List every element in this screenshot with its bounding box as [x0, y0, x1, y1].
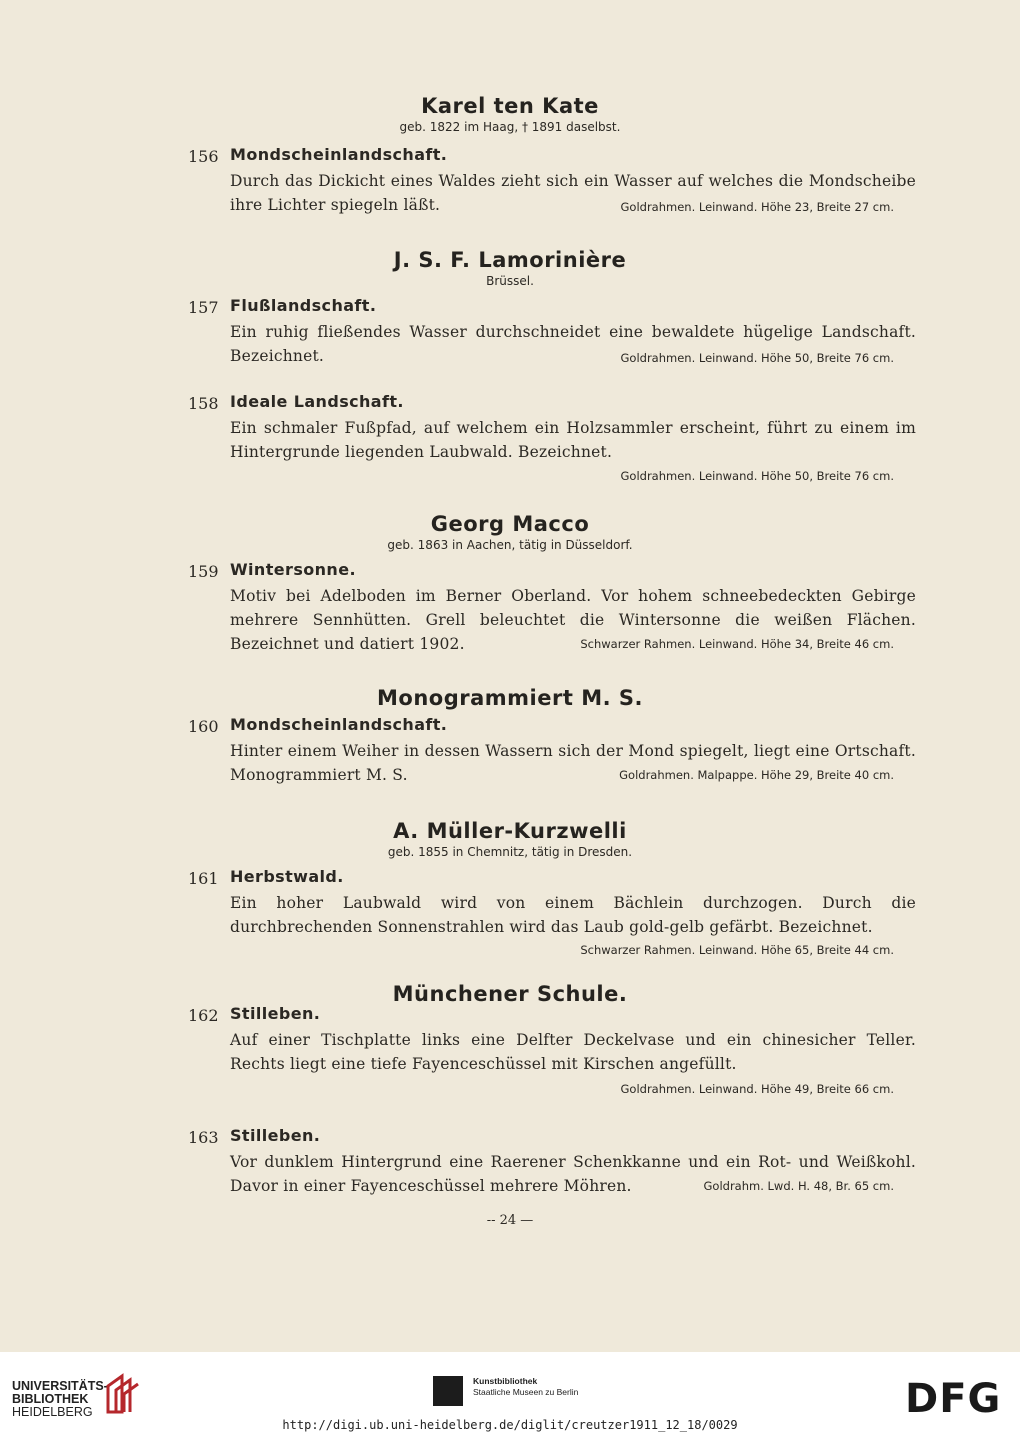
- entry-details: Goldrahmen. Leinwand. Höhe 49, Breite 66 cm.: [620, 1082, 894, 1096]
- entry-number: 160: [188, 717, 219, 736]
- artist-name: A. Müller-Kurzwelli: [393, 819, 627, 843]
- entry-title: Ideale Landschaft.: [230, 392, 404, 411]
- entry-details: Goldrahm. Lwd. H. 48, Br. 65 cm.: [703, 1179, 894, 1193]
- entry-description: Auf einer Tischplatte links eine Delfter Deckelvase und ein chinesicher Teller. Rechts liegt eine tiefe Fayenceschüssel mit Kirschen angefüllt.: [230, 1031, 916, 1073]
- artist-heading: [0, 686, 1020, 710]
- dfg-logo[interactable]: DFG: [905, 1376, 1002, 1422]
- entry-description: Hinter einem Weiher in dessen Wassern sich der Mond spiegelt, liegt eine Ortschaft. Monogrammiert M. S.: [230, 742, 916, 784]
- artist-heading: [0, 248, 1020, 288]
- artist-bio: geb. 1855 in Chemnitz, tätig in Dresden.: [387, 845, 633, 859]
- artist-bio: Brüssel.: [486, 274, 534, 288]
- entry-number: 156: [188, 147, 219, 166]
- kb-line2: Staatliche Museen zu Berlin: [473, 1387, 579, 1397]
- entry-details: Goldrahmen. Malpappe. Höhe 29, Breite 40 cm.: [619, 768, 894, 782]
- kb-line1: Kunstbibliothek: [473, 1376, 538, 1386]
- entry-description: Ein hoher Laubwald wird von einem Bächlein durchzogen. Durch die durchbrechenden Sonnenstrahlen wird das Laub gold-gelb gefärbt. Bezeichnet.: [230, 894, 916, 936]
- entry-details: Schwarzer Rahmen. Leinwand. Höhe 65, Breite 44 cm.: [580, 943, 894, 957]
- entry-details: Schwarzer Rahmen. Leinwand. Höhe 34, Breite 46 cm.: [580, 637, 894, 651]
- entry-details: Goldrahmen. Leinwand. Höhe 50, Breite 76 cm.: [620, 469, 894, 483]
- entry-number: 163: [188, 1128, 219, 1147]
- entry-number: 158: [188, 394, 219, 413]
- entry-details: Goldrahmen. Leinwand. Höhe 50, Breite 76 cm.: [620, 351, 894, 365]
- entry-title: Stilleben.: [230, 1004, 321, 1023]
- entry-number: 161: [188, 869, 219, 888]
- entry-description: Ein ruhig fließendes Wasser durchschneidet eine bewaldete hügelige Landschaft. Bezeichnet.: [230, 323, 916, 365]
- uni-logo-line3: HEIDELBERG: [12, 1405, 93, 1419]
- artist-heading: [0, 512, 1020, 552]
- university-library-logo[interactable]: [12, 1380, 108, 1419]
- artist-name: J. S. F. Lamorinière: [393, 248, 627, 272]
- artist-bio: geb. 1863 in Aachen, tätig in Düsseldorf.: [387, 538, 633, 552]
- entry-title: Wintersonne.: [230, 560, 356, 579]
- artist-heading: [0, 819, 1020, 859]
- entry-title: Mondscheinlandschaft.: [230, 145, 448, 164]
- artist-name: Münchener Schule.: [392, 982, 628, 1006]
- digitization-footer: [0, 1352, 1020, 1436]
- artist-name: Karel ten Kate: [421, 94, 599, 118]
- artist-heading: [0, 94, 1020, 134]
- entry-title: Flußlandschaft.: [230, 296, 377, 315]
- entry-number: 159: [188, 562, 219, 581]
- artist-name: Monogrammiert M. S.: [377, 686, 643, 710]
- entry-title: Mondscheinlandschaft.: [230, 715, 448, 734]
- uni-logo-line1: UNIVERSITÄTS-: [12, 1379, 108, 1393]
- entry-title: Herbstwald.: [230, 867, 344, 886]
- page-number: -- 24 —: [486, 1213, 534, 1228]
- artist-heading: [0, 982, 1020, 1006]
- university-emblem-icon: [104, 1372, 144, 1416]
- artist-bio: geb. 1822 im Haag, † 1891 daselbst.: [399, 120, 621, 134]
- entry-number: 157: [188, 298, 219, 317]
- source-url[interactable]: http://digi.ub.uni-heidelberg.de/diglit/creutzer1911_12_18/0029: [282, 1418, 738, 1432]
- uni-logo-line2: BIBLIOTHEK: [12, 1392, 89, 1406]
- entry-description: Vor dunklem Hintergrund eine Raerener Schenkkanne und ein Rot- und Weißkohl. Davor in einer Fayenceschüssel mehrere Möhren.: [230, 1153, 916, 1195]
- artist-name: Georg Macco: [430, 512, 590, 536]
- entry-number: 162: [188, 1006, 219, 1025]
- kunstbibliothek-icon: [433, 1376, 463, 1406]
- entry-details: Goldrahmen. Leinwand. Höhe 23, Breite 27 cm.: [620, 200, 894, 214]
- entry-description: Motiv bei Adelboden im Berner Oberland. Vor hohem schneebedeckten Gebirge mehrere Sennhütten. Grell beleuchtet die Wintersonne die weißen Flächen. Bezeichnet und datiert 1902.: [230, 587, 916, 653]
- entry-description: Durch das Dickicht eines Waldes zieht sich ein Wasser auf welches die Mondscheibe ihre Lichter spiegeln läßt.: [230, 172, 916, 214]
- entry-description: Ein schmaler Fußpfad, auf welchem ein Holzsammler erscheint, führt zu einem im Hintergrunde liegenden Laubwald. Bezeichnet.: [230, 419, 916, 461]
- entry-title: Stilleben.: [230, 1126, 321, 1145]
